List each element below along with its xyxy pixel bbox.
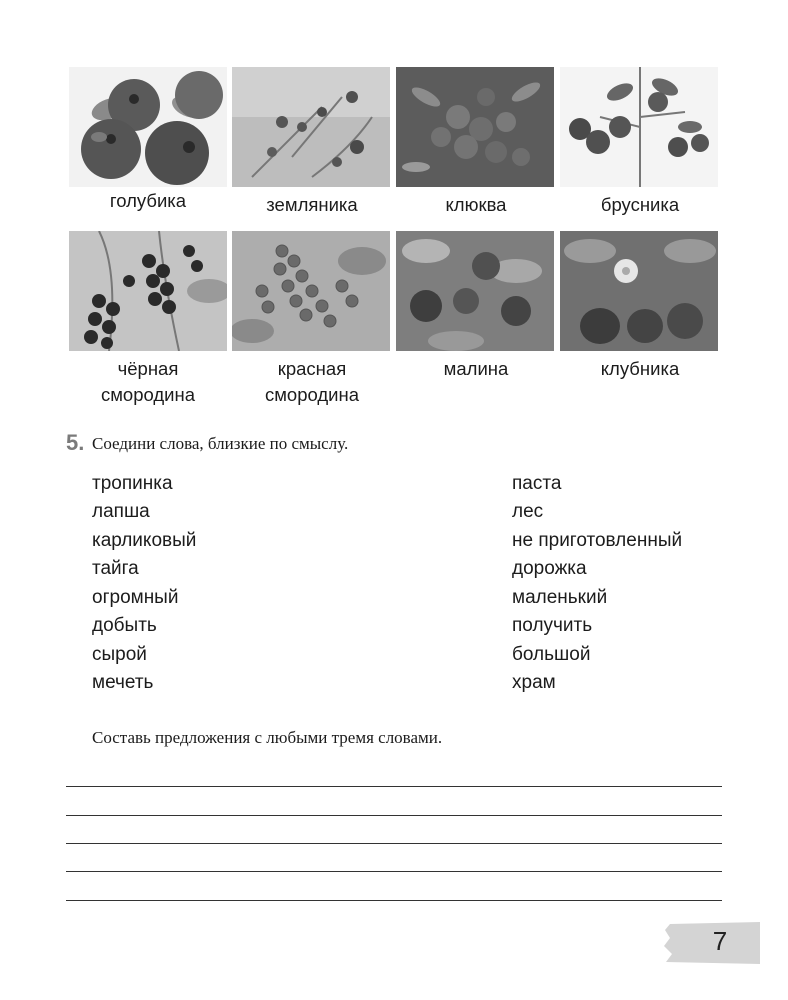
writing-line[interactable] xyxy=(66,900,722,901)
caption-red-currant-line1: красная xyxy=(277,358,347,379)
photo-red-currant xyxy=(232,231,390,351)
caption-lingonberry: брусника xyxy=(600,194,680,215)
left-word: лапша xyxy=(92,501,150,522)
writing-line[interactable] xyxy=(66,843,722,844)
photo-strawberry xyxy=(560,231,718,351)
right-word: не приготовленный xyxy=(512,530,683,551)
caption-cranberry: клюква xyxy=(445,194,507,215)
caption-red-currant xyxy=(222,356,402,408)
caption-red-currant-line2: смородина xyxy=(264,384,360,405)
photo-lingonberry xyxy=(560,67,718,187)
photo-cranberry xyxy=(396,67,554,187)
left-word: тайга xyxy=(92,558,139,579)
left-word: карликовый xyxy=(92,530,197,551)
left-word: добыть xyxy=(92,615,157,636)
right-word: храм xyxy=(512,672,556,693)
caption-black-currant xyxy=(58,356,238,408)
photo-raspberry xyxy=(396,231,554,351)
photo-black-currant xyxy=(69,231,227,351)
right-word: паста xyxy=(512,473,562,494)
instruction-text: Составь предложения с любыми тремя словами. xyxy=(92,728,443,747)
writing-line[interactable] xyxy=(66,871,722,872)
right-word: дорожка xyxy=(512,558,587,579)
caption-black-currant-line2: смородина xyxy=(100,384,196,405)
left-word: тропинка xyxy=(92,473,173,494)
left-word: огромный xyxy=(92,587,179,608)
writing-line[interactable] xyxy=(66,786,722,787)
left-word: мечеть xyxy=(92,672,154,693)
caption-wild-strawberry: земляника xyxy=(266,194,358,215)
right-word: получить xyxy=(512,615,593,636)
caption-blueberry: голубика xyxy=(109,190,187,211)
task-number: 5. xyxy=(66,430,85,455)
caption-raspberry: малина xyxy=(443,358,509,379)
page-number: 7 xyxy=(712,926,728,956)
left-word: сырой xyxy=(92,644,147,665)
right-word: лес xyxy=(512,501,544,522)
writing-line[interactable] xyxy=(66,815,722,816)
caption-strawberry: клубника xyxy=(600,358,680,379)
right-word: маленький xyxy=(512,587,608,608)
photo-wild-strawberry xyxy=(232,67,390,187)
task-text: Соедини слова, близкие по смыслу. xyxy=(92,434,349,453)
caption-black-currant-line1: чёрная xyxy=(117,358,179,379)
right-word: большой xyxy=(512,644,591,665)
photo-blueberry xyxy=(69,67,227,187)
